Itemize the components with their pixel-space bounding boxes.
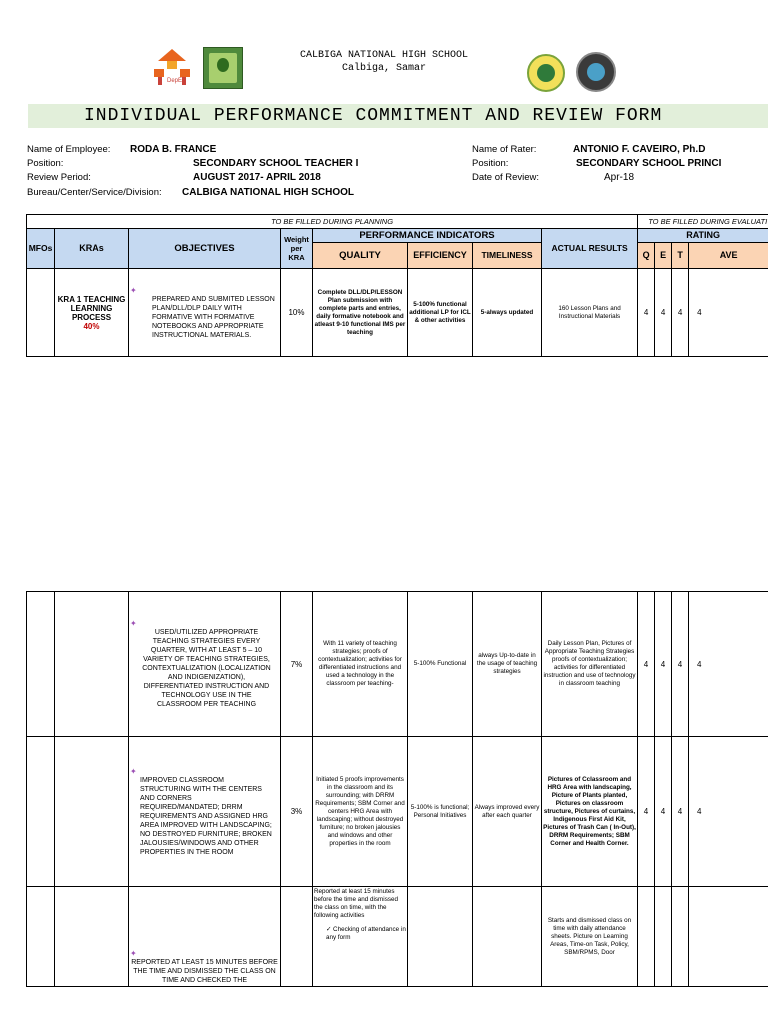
form-title: INDIVIDUAL PERFORMANCE COMMITMENT AND REVIEW FORM <box>84 106 663 126</box>
kras-header: KRAs <box>55 229 129 269</box>
actual-results-header: ACTUAL RESULTS <box>542 229 638 269</box>
actual-results-cell: Daily Lesson Plan, Pictures of Appropriate Teaching Strategies proofs of contextualization; activities for differentiated instruction and use of technology in classroom teaching <box>542 592 638 737</box>
school-name: CALBIGA NATIONAL HIGH SCHOOL <box>299 50 469 61</box>
timeliness-header: TIMELINESS <box>473 243 542 269</box>
table-row <box>27 737 768 887</box>
e-rating: 4 <box>655 737 672 887</box>
efficiency-cell: 5-100% Functional <box>408 592 473 737</box>
employee-position: SECONDARY SCHOOL TEACHER I <box>193 158 359 169</box>
objective-cell <box>129 737 281 887</box>
objective-text: USED/UTILIZED APPROPRIATE TEACHING STRATEGIES EVERY QUARTER, WITH AT LEAST 5 – 10 VARIETY OF TEACHING STRATEGIES, CONTEXTUALIZATION (LOCALIZATION AND INDIGENIZATION), DIFFERENTIATED INSTRUCTION AND TECHNOLOGY USE IN THE CLASSROOM PER TEACHING <box>142 629 271 708</box>
mfo-cell <box>27 592 55 737</box>
kra-cell <box>55 592 129 737</box>
review-period-label: Review Period: <box>27 172 91 183</box>
mfo-cell <box>27 737 55 887</box>
quality-cell: Initiated 5 proofs improvements in the classroom and its surrounding; with DRRM Requirements; SBM Corner and centers HRG Area with landscaping; without destroyed furniture; no broken jalousies and windows and other properties in the room <box>313 737 408 887</box>
ipcr-table-continued <box>26 591 768 987</box>
mfos-header: MFOs <box>27 229 55 269</box>
objective-cell <box>129 887 281 987</box>
performance-indicators-header: PERFORMANCE INDICATORS <box>313 229 542 243</box>
q-rating: 4 <box>638 737 655 887</box>
t-rating: 4 <box>672 737 689 887</box>
employee-name: RODA B. FRANCE <box>130 144 217 155</box>
quality-cell: With 11 variety of teaching strategies; proofs of contextualization; activities for differentiated instructions and used a technology in the classroom per teaching- <box>313 592 408 737</box>
review-period: AUGUST 2017- APRIL 2018 <box>193 172 321 183</box>
rater-name-label: Name of Rater: <box>472 144 537 155</box>
t-rating: 4 <box>672 269 689 357</box>
deped-logo <box>150 47 194 89</box>
quality-header: QUALITY <box>313 243 408 269</box>
ave-rating <box>689 887 768 987</box>
table-row <box>27 269 768 357</box>
review-date: Apr-18 <box>604 172 635 183</box>
bullet-icon: ✦ <box>130 285 137 295</box>
t-rating <box>672 887 689 987</box>
weight-header: Weight per KRA <box>281 229 313 269</box>
q-rating: 4 <box>638 269 655 357</box>
rater-position: SECONDARY SCHOOL PRINCI <box>576 158 722 169</box>
bullet-icon: ✦ <box>130 949 137 958</box>
division-seal-logo <box>527 54 565 92</box>
table-row <box>27 887 768 987</box>
rating-header: RATING <box>638 229 768 243</box>
efficiency-header: EFFICIENCY <box>408 243 473 269</box>
school-place: Calbiga, Samar <box>341 63 426 74</box>
planning-header: TO BE FILLED DURING PLANNING <box>27 215 638 229</box>
q-rating <box>638 887 655 987</box>
weight-cell: 10% <box>281 269 313 357</box>
bureau: CALBIGA NATIONAL HIGH SCHOOL <box>182 187 355 198</box>
kra-title: KRA 1 TEACHING LEARNING PROCESS <box>57 294 126 322</box>
timeliness-cell: always Up-to-date in the usage of teaching strategies <box>473 592 542 737</box>
weight-cell: 3% <box>281 737 313 887</box>
t-header: T <box>672 243 689 269</box>
bullet-icon: ✦ <box>130 619 137 628</box>
e-header: E <box>655 243 672 269</box>
evaluation-header: TO BE FILLED DURING EVALUATI <box>638 215 768 229</box>
review-date-label: Date of Review: <box>472 172 540 183</box>
mfo-cell <box>27 269 55 357</box>
quality-cell <box>313 887 408 987</box>
rater-position-label: Position: <box>472 158 509 169</box>
objective-text: REPORTED AT LEAST 15 MINUTES BEFORE THE TIME AND DISMISSED THE CLASS ON TIME AND CHECKED THE <box>131 959 278 984</box>
ave-rating: 4 <box>689 592 768 737</box>
e-rating <box>655 887 672 987</box>
ave-rating: 4 <box>689 737 768 887</box>
objective-text: PREPARED AND SUBMITED LESSON PLAN/DLL/DLP DAILY WITH FORMATIVE WITH FORMATIVE NOTEBOOKS AND APPROPRIATE INSTRUCTIONAL MATERIALS. <box>152 295 275 339</box>
t-rating: 4 <box>672 592 689 737</box>
ave-rating: 4 <box>689 269 768 357</box>
employee-position-label: Position: <box>27 158 64 169</box>
efficiency-cell: 5-100% is functional; Personal Initiatives <box>408 737 473 887</box>
deped-logo-text: DepEd <box>167 78 186 84</box>
school-header <box>0 49 768 75</box>
actual-results-cell: Starts and dismissed class on time with daily attendance sheets. Picture on Learning Areas, Time-on Task, Policy, SBM/RPMS, Door <box>542 887 638 987</box>
e-rating: 4 <box>655 592 672 737</box>
bureau-label: Bureau/Center/Service/Division: <box>27 187 162 198</box>
objectives-header: OBJECTIVES <box>129 229 281 269</box>
weight-cell: 7% <box>281 592 313 737</box>
bullet-icon: ✦ <box>130 766 137 776</box>
actual-results-cell: Pictures of Cclassroom and HRG Area with landscaping, Picture of Plants planted, Pictures on classroom structure, Pictures of curtains, Indigenous First Aid Kit, Pictures of Trash Can ( In-Out), DRRM Requirements; SBM Corner and Health Corner. <box>542 737 638 887</box>
kra-cell <box>55 737 129 887</box>
mfo-cell <box>27 887 55 987</box>
rater-name: ANTONIO F. CAVEIRO, Ph.D <box>573 144 706 155</box>
school-seal-logo <box>203 47 243 89</box>
kra-percent: 40% <box>83 321 100 331</box>
region-seal-logo <box>576 52 616 92</box>
quality-cell: Complete DLL/DLP/LESSON Plan submission with complete parts and entries, daily formative notebook and atleast 9-10 functional IMS per teaching <box>313 269 408 357</box>
objective-text: IMPROVED CLASSROOM STRUCTURING WITH THE CENTERS AND CORNERS REQUIRED/MANDATED; DRRM REQUIREMENTS AND ASSIGNED HRG AREA IMPROVED WITH LANDSCAPING; NO DESTROYED FURNITURE; BROKEN JALOUSIES/WINDOWS AND OTHER PROPERTIES IN THE ROOM <box>140 776 272 856</box>
quality-checklist-item: ✓ Checking of attendance in any form <box>326 926 406 941</box>
efficiency-cell <box>408 887 473 987</box>
e-rating: 4 <box>655 269 672 357</box>
q-header: Q <box>638 243 655 269</box>
actual-results-cell: 160 Lesson Plans and Instructional Materials <box>542 269 638 357</box>
timeliness-cell <box>473 887 542 987</box>
kra-cell <box>55 269 129 357</box>
efficiency-cell: 5-100% functional additional LP for ICL & other activities <box>408 269 473 357</box>
kra-cell <box>55 887 129 987</box>
objective-cell <box>129 592 281 737</box>
timeliness-cell: 5-always updated <box>473 269 542 357</box>
quality-text: Reported at least 15 minutes before the time and dismissed the class on time, with the following activities <box>314 888 399 919</box>
employee-name-label: Name of Employee: <box>27 144 111 155</box>
ipcr-table-top <box>26 214 768 357</box>
timeliness-cell: Always improved every after each quarter <box>473 737 542 887</box>
q-rating: 4 <box>638 592 655 737</box>
objective-cell <box>129 269 281 357</box>
ave-header: AVE <box>689 243 768 269</box>
table-row <box>27 592 768 737</box>
weight-cell <box>281 887 313 987</box>
